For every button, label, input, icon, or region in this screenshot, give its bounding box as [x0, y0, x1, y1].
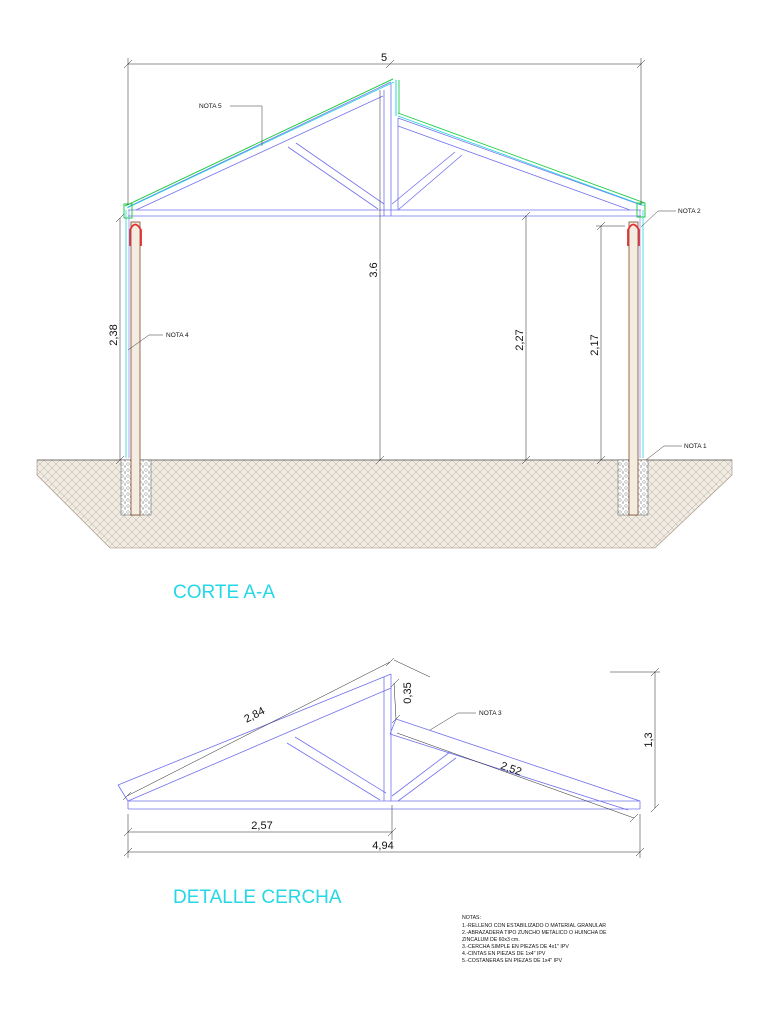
dim-left-rafter: 2,84: [242, 705, 267, 726]
note-line: 5.-COSTANERAS EN PIEZAS DE 1x4" IPV: [462, 958, 563, 964]
note-line: 3.-CERCHA SIMPLE EN PIEZAS DE 4x1" IPV: [462, 944, 569, 950]
post-left: [131, 222, 140, 515]
note-line: 2.-ABRAZADERA TIPO ZUNCHO METALICO O HUINCHA DE: [462, 930, 607, 936]
dim-right-rafter: 2,52: [498, 760, 524, 779]
detail-title: DETALLE CERCHA: [173, 887, 342, 908]
roof-cyan-left: [127, 82, 394, 208]
section-title: CORTE A-A: [173, 582, 276, 603]
dim-offset: 0,35: [402, 682, 414, 704]
notes-block: [462, 915, 607, 964]
note-line: ZINCALUM DE 60x3 cm.: [462, 937, 520, 943]
callout-nota4: NOTA 4: [166, 332, 189, 339]
roof-green-left: [125, 79, 393, 206]
roof-green-right: [398, 113, 645, 203]
roof-cyan-right: [398, 116, 645, 206]
detail-truss: [118, 674, 640, 810]
dim-mid-height: 2,27: [514, 329, 526, 351]
dim-left-span: 2,57: [251, 820, 273, 832]
callout-nota2: NOTA 2: [678, 208, 701, 215]
callout-nota3: NOTA 3: [479, 710, 502, 717]
dim-height: 1,3: [643, 732, 655, 748]
section-a-a: [37, 52, 732, 603]
dim-right-height: 2,17: [589, 334, 601, 356]
notes-heading: NOTAS:: [462, 915, 481, 921]
note-line: 1.-RELLENO CON ESTABILIZADO O MATERIAL GRANULAR: [462, 923, 607, 929]
dim-ridge-height: 3.6: [368, 262, 380, 278]
callout-nota1: NOTA 1: [684, 443, 707, 450]
dim-total-width: 5: [380, 52, 388, 64]
truss-detail: [118, 658, 660, 908]
dim-left-height: 2,38: [108, 324, 120, 346]
note-line: 4.-CINTAS EN PIEZAS DE 1x4" IPV: [462, 951, 546, 957]
dim-total-span: 4,94: [372, 840, 394, 852]
callout-nota5: NOTA 5: [199, 103, 222, 110]
post-right: [629, 222, 638, 515]
